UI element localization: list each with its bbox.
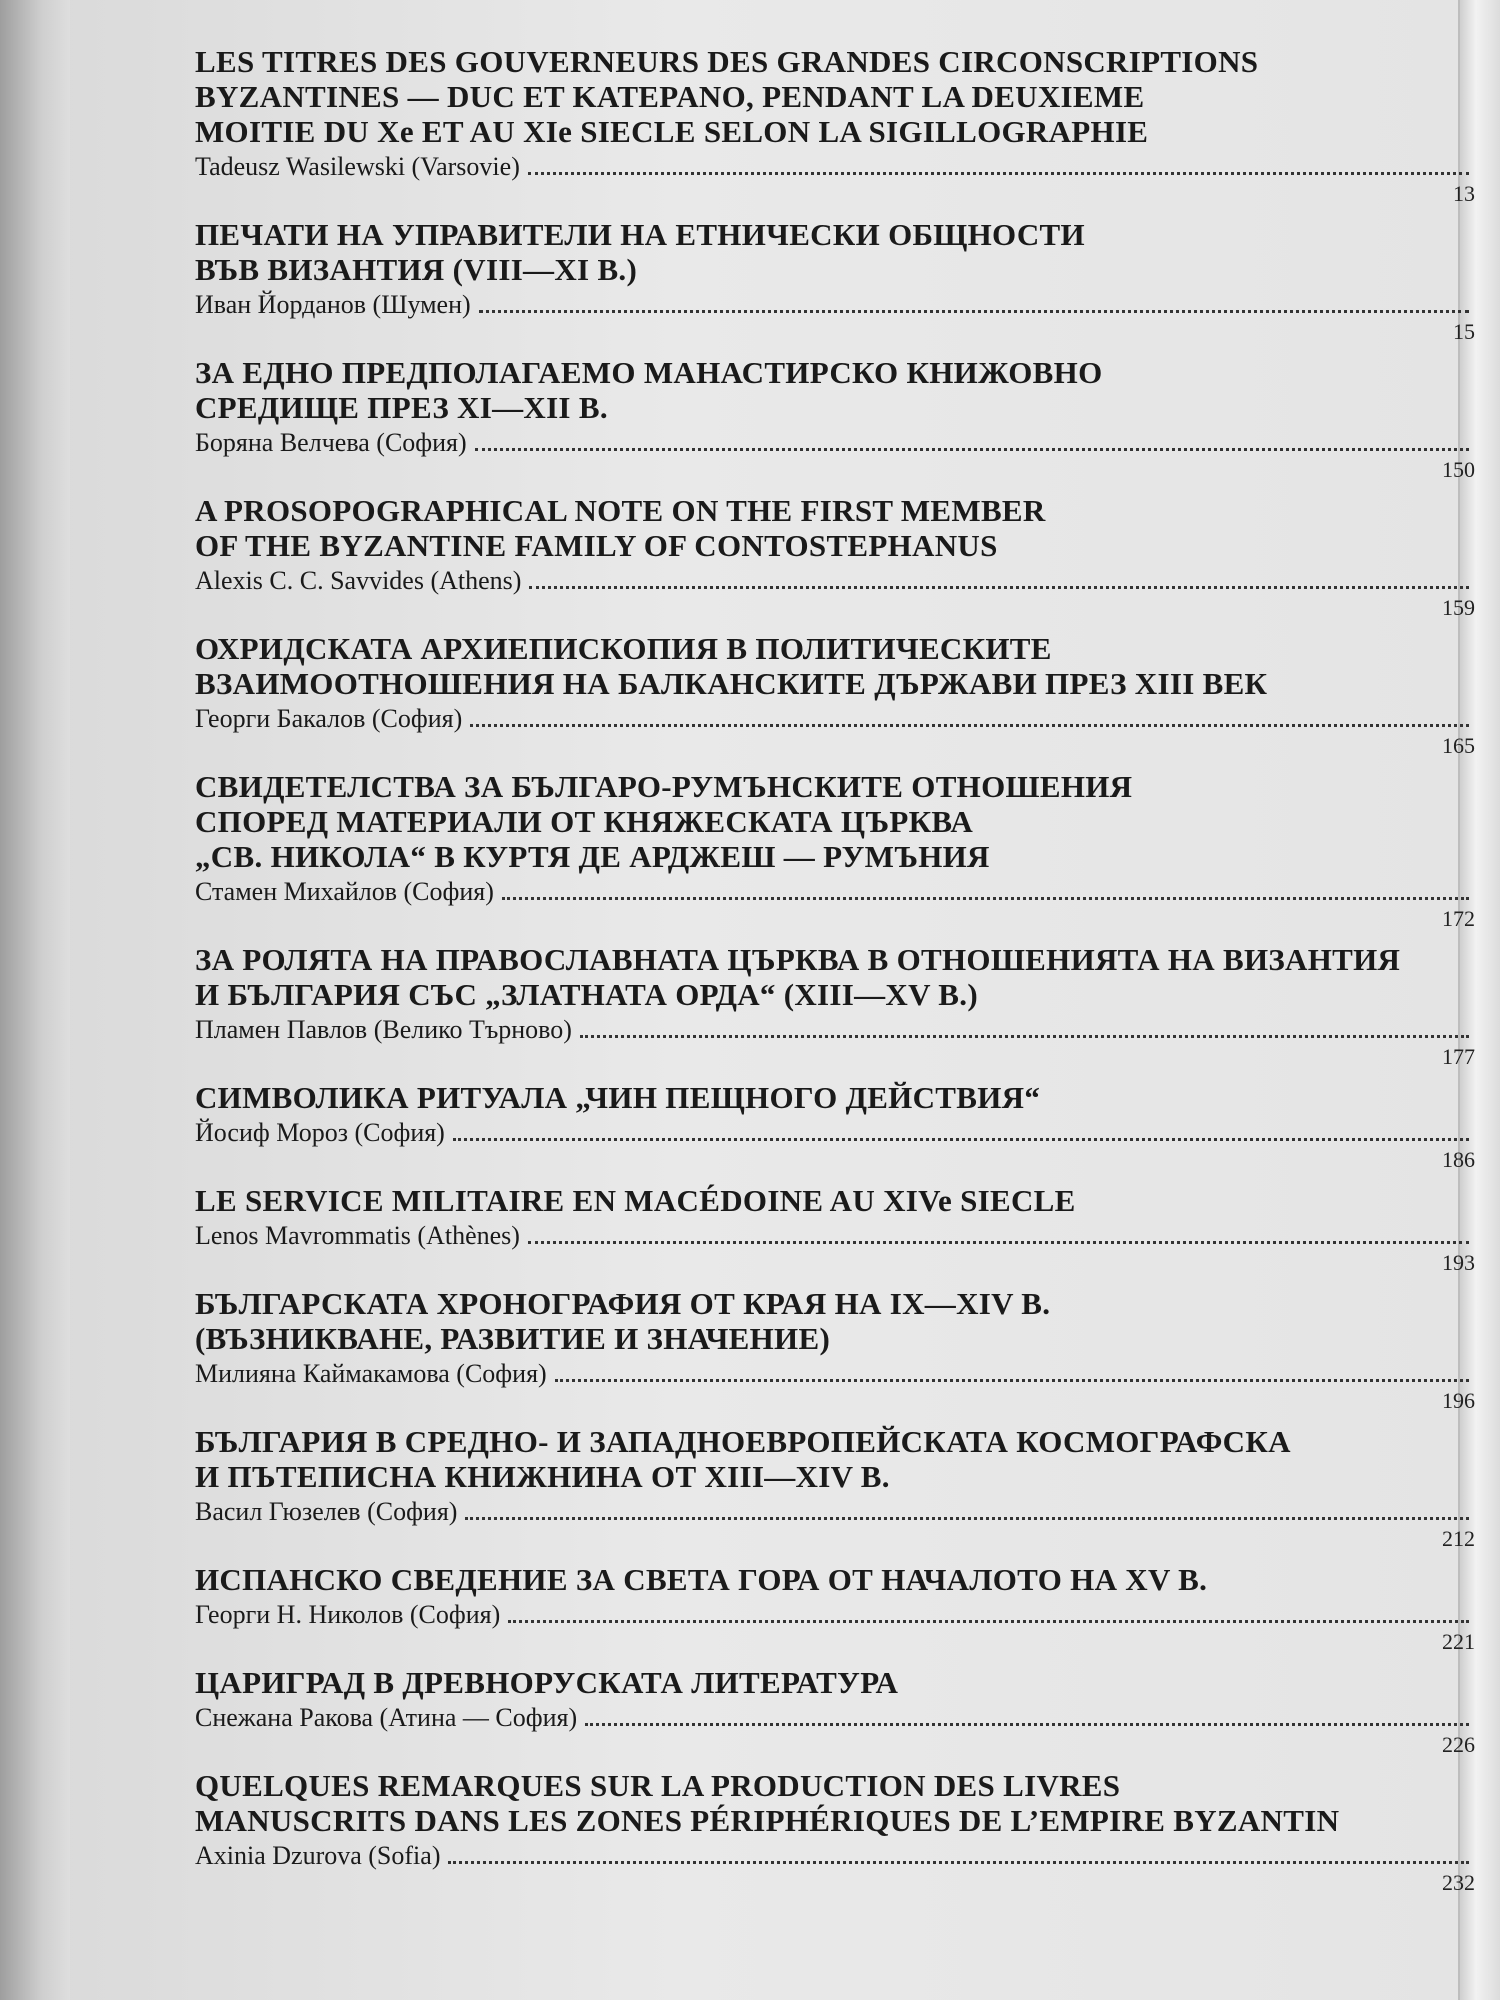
entry-author: Георги Бакалов (София) — [195, 704, 463, 733]
entry-title-line: (ВЪЗНИКВАНЕ, РАЗВИТИЕ И ЗНАЧЕНИЕ) — [195, 1321, 831, 1356]
entry-title-line: ПЕЧАТИ НА УПРАВИТЕЛИ НА ЕТНИЧЕСКИ ОБЩНОСТИ — [195, 217, 1085, 252]
author-row — [195, 1358, 1475, 1390]
entry-title — [195, 1080, 1475, 1115]
entry-title-line: ЦАРИГРАД В ДРЕВНОРУСКАТА ЛИТЕРАТУРА — [195, 1665, 899, 1700]
entry-title-line: BYZANTINES — DUC ET KATEPANO, PENDANT LA DEUXIEME — [195, 79, 1145, 114]
entry-title — [195, 44, 1475, 149]
entry-title-line: СПОРЕД МАТЕРИАЛИ ОТ КНЯЖЕСКАТА ЦЪРКВА — [195, 804, 974, 839]
page-number: 15 — [1453, 319, 1475, 344]
entry-title-line: СРЕДИЩЕ ПРЕЗ XI—XII В. — [195, 390, 608, 425]
entry-title-line: ВЪВ ВИЗАНТИЯ (VIII—XI В.) — [195, 252, 638, 287]
toc-entry — [195, 355, 1475, 482]
page-number: 186 — [1442, 1147, 1475, 1172]
toc-entry — [195, 493, 1475, 620]
toc-entry — [195, 217, 1475, 344]
entry-title-line: MANUSCRITS DANS LES ZONES PÉRIPHÉRIQUES DE L’EMPIRE BYZANTIN — [195, 1803, 1340, 1838]
entry-title-line: ВЗАИМООТНОШЕНИЯ НА БАЛКАНСКИТЕ ДЪРЖАВИ ПРЕЗ XIII ВЕК — [195, 666, 1268, 701]
page-number: 159 — [1442, 595, 1475, 620]
entry-title-line: ОХРИДСКАТА АРХИЕПИСКОПИЯ В ПОЛИТИЧЕСКИТЕ — [195, 631, 1052, 666]
entry-title-line: БЪЛГАРИЯ В СРЕДНО- И ЗАПАДНОЕВРОПЕЙСКАТА КОСМОГРАФСКА — [195, 1424, 1291, 1459]
entry-author: Tadeusz Wasilewski (Varsovie) — [195, 152, 520, 181]
entry-title — [195, 942, 1475, 1012]
toc-entry — [195, 1768, 1475, 1895]
author-row — [195, 1220, 1475, 1252]
entry-author: Иван Йорданов (Шумен) — [195, 290, 471, 319]
dot-leader — [528, 172, 1469, 175]
author-row — [195, 565, 1475, 597]
author-row — [195, 1496, 1475, 1528]
author-row — [195, 1014, 1475, 1046]
entry-title — [195, 217, 1475, 287]
page-number: 193 — [1442, 1250, 1475, 1275]
toc-entry — [195, 1424, 1475, 1551]
entry-title — [195, 1424, 1475, 1494]
entry-title-line: ЗА ЕДНО ПРЕДПОЛАГАЕМО МАНАСТИРСКО КНИЖОВНО — [195, 355, 1103, 390]
toc-entry — [195, 1562, 1475, 1654]
book-gutter — [0, 0, 70, 2000]
toc-entry — [195, 1286, 1475, 1413]
entry-author: Боряна Велчева (София) — [195, 428, 467, 457]
page-number: 226 — [1442, 1732, 1475, 1757]
entry-author: Йосиф Мороз (София) — [195, 1118, 445, 1147]
page-number: 221 — [1442, 1629, 1475, 1654]
page-number: 177 — [1442, 1044, 1475, 1069]
entry-title-line: MOITIE DU Xe ET AU XIe SIECLE SELON LA SIGILLOGRAPHIE — [195, 114, 1149, 149]
author-row — [195, 1117, 1475, 1149]
entry-title — [195, 1562, 1475, 1597]
author-row — [195, 289, 1475, 321]
dot-leader — [475, 448, 1469, 451]
dot-leader — [555, 1379, 1469, 1382]
author-row — [195, 703, 1475, 735]
dot-leader — [508, 1620, 1469, 1623]
entry-title-line: И ПЪТЕПИСНА КНИЖНИНА ОТ XIII—XIV В. — [195, 1459, 890, 1494]
table-of-contents — [195, 44, 1475, 1906]
entry-author: Lenos Mavrommatis (Athènes) — [195, 1221, 520, 1250]
author-row — [195, 151, 1475, 183]
entry-title-line: СИМВОЛИКА РИТУАЛА „ЧИН ПЕЩНОГО ДЕЙСТВИЯ“ — [195, 1080, 1041, 1115]
toc-entry — [195, 769, 1475, 931]
entry-title — [195, 493, 1475, 563]
dot-leader — [465, 1517, 1469, 1520]
author-row — [195, 1840, 1475, 1872]
dot-leader — [448, 1861, 1469, 1864]
author-row — [195, 1599, 1475, 1631]
entry-title-line: БЪЛГАРСКАТА ХРОНОГРАФИЯ ОТ КРАЯ НА IX—XIV В. — [195, 1286, 1051, 1321]
entry-title-line: LE SERVICE MILITAIRE EN MACÉDOINE AU XIVe SIECLE — [195, 1183, 1076, 1218]
entry-author: Милияна Каймакамова (София) — [195, 1359, 547, 1388]
page-number: 172 — [1442, 906, 1475, 931]
author-row — [195, 876, 1475, 908]
dot-leader — [502, 897, 1469, 900]
toc-entry — [195, 631, 1475, 758]
entry-title — [195, 1665, 1475, 1700]
entry-author: Васил Гюзелев (София) — [195, 1497, 458, 1526]
entry-title-line: ЗА РОЛЯТА НА ПРАВОСЛАВНАТА ЦЪРКВА В ОТНОШЕНИЯТА НА ВИЗАНТИЯ — [195, 942, 1401, 977]
entry-author: Георги Н. Николов (София) — [195, 1600, 501, 1629]
page-number: 13 — [1453, 181, 1475, 206]
toc-entry — [195, 1080, 1475, 1172]
entry-title-line: СВИДЕТЕЛСТВА ЗА БЪЛГАРО-РУМЪНСКИТЕ ОТНОШЕНИЯ — [195, 769, 1133, 804]
dot-leader — [470, 724, 1469, 727]
dot-leader — [585, 1723, 1469, 1726]
entry-title-line: LES TITRES DES GOUVERNEURS DES GRANDES CIRCONSCRIPTIONS — [195, 44, 1259, 79]
entry-title — [195, 1768, 1475, 1838]
toc-entry — [195, 1183, 1475, 1275]
entry-title-line: A PROSOPOGRAPHICAL NOTE ON THE FIRST MEMBER — [195, 493, 1046, 528]
entry-title — [195, 1183, 1475, 1218]
entry-author: Axinia Dzurova (Sofia) — [195, 1841, 441, 1870]
entry-title-line: И БЪЛГАРИЯ СЪС „ЗЛАТНАТА ОРДА“ (XIII—XV В.) — [195, 977, 978, 1012]
dot-leader — [529, 586, 1469, 589]
entry-title-line: QUELQUES REMARQUES SUR LA PRODUCTION DES LIVRES — [195, 1768, 1121, 1803]
entry-author: Пламен Павлов (Велико Търново) — [195, 1015, 572, 1044]
page-number: 150 — [1442, 457, 1475, 482]
entry-title-line: „СВ. НИКОЛА“ В КУРТЯ ДЕ АРДЖЕШ — РУМЪНИЯ — [195, 839, 990, 874]
entry-author: Стамен Михайлов (София) — [195, 877, 494, 906]
entry-title — [195, 355, 1475, 425]
author-row — [195, 1702, 1475, 1734]
page-number: 165 — [1442, 733, 1475, 758]
toc-entry — [195, 44, 1475, 206]
entry-title — [195, 631, 1475, 701]
author-row — [195, 427, 1475, 459]
entry-author: Alexis C. C. Savvides (Athens) — [195, 566, 522, 595]
dot-leader — [453, 1138, 1469, 1141]
page-number: 212 — [1442, 1526, 1475, 1551]
page-number: 196 — [1442, 1388, 1475, 1413]
dot-leader — [528, 1241, 1469, 1244]
toc-entry — [195, 942, 1475, 1069]
entry-title-line: OF THE BYZANTINE FAMILY OF CONTOSTEPHANUS — [195, 528, 998, 563]
dot-leader — [580, 1035, 1469, 1038]
entry-author: Снежана Ракова (Атина — София) — [195, 1703, 578, 1732]
entry-title-line: ИСПАНСКО СВЕДЕНИЕ ЗА СВЕТА ГОРА ОТ НАЧАЛОТО НА XV В. — [195, 1562, 1208, 1597]
page-number: 232 — [1442, 1870, 1475, 1895]
entry-title — [195, 769, 1475, 874]
entry-title — [195, 1286, 1475, 1356]
toc-entry — [195, 1665, 1475, 1757]
dot-leader — [479, 310, 1469, 313]
